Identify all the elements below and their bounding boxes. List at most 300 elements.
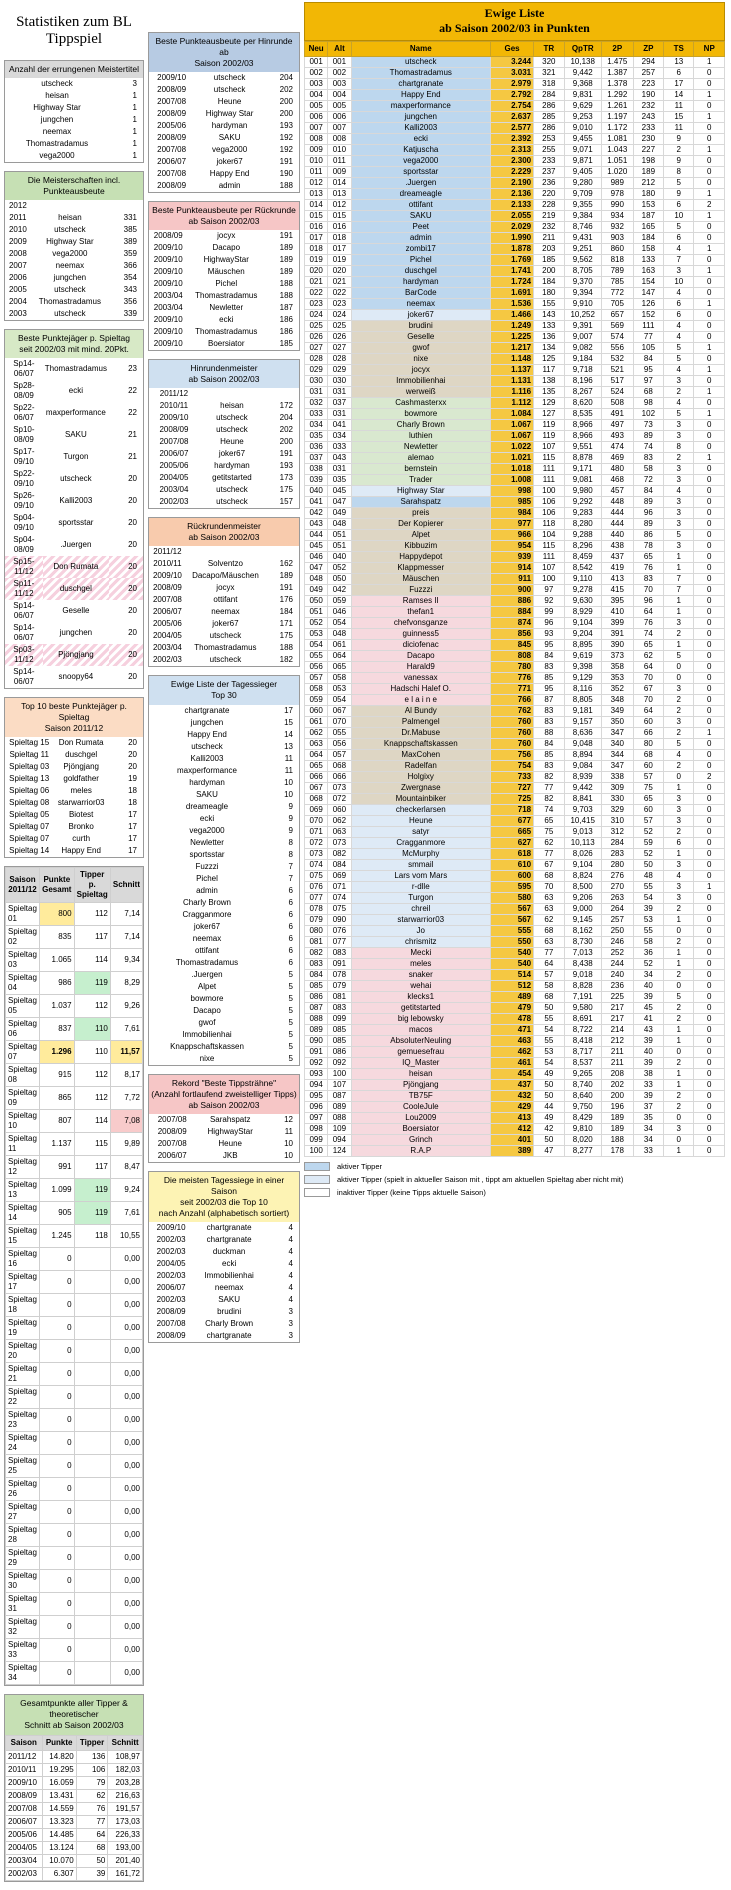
column-header: Punkte (42, 1735, 76, 1750)
np-value: 0 (694, 948, 725, 959)
punkte-gesamt: 540 (491, 948, 534, 959)
table-cell: 20 (128, 606, 137, 616)
player-name: luthien (351, 431, 490, 442)
table-row (305, 387, 725, 398)
table-row (6, 1867, 143, 1880)
table-row (6, 1593, 143, 1616)
table-row (149, 801, 299, 813)
box-rueckrundenmeister (148, 517, 300, 667)
table-row (305, 1124, 725, 1135)
zweier-punkte: 903 (601, 233, 633, 244)
qptr-value: 7,013 (564, 948, 601, 959)
table-row (6, 1202, 143, 1225)
table-cell: 339 (123, 309, 137, 319)
table-cell: 204 (279, 413, 293, 423)
table-row (305, 453, 725, 464)
table-cell: Sp17-09/10 (13, 447, 35, 467)
zusatz-punkte: 37 (633, 1102, 663, 1113)
table-cell: Heune (217, 97, 242, 107)
punkte-gesamt: 0 (40, 1363, 74, 1386)
table-row (149, 546, 299, 558)
punkte-gesamt: 462 (491, 1047, 534, 1058)
qptr-value: 10,415 (564, 816, 601, 827)
qptr-value: 8,429 (564, 1113, 601, 1124)
table-cell: 6 (288, 945, 293, 955)
tagessiege: 1 (664, 596, 694, 607)
zweier-punkte: 252 (601, 948, 633, 959)
box-top10 (4, 697, 144, 858)
schnitt: 8,29 (110, 972, 142, 995)
tagessiege: 1 (664, 607, 694, 618)
np-value: 0 (694, 618, 725, 629)
tr-value: 106 (534, 497, 564, 508)
table-cell: 18 (128, 798, 137, 808)
player-name: R.A.P (351, 1146, 490, 1157)
tr-value: 119 (534, 420, 564, 431)
table-cell: 389 (123, 237, 137, 247)
punkte-gesamt: 489 (491, 992, 534, 1003)
tipper-pro-spieltag (74, 1317, 110, 1340)
tagessiege: 6 (664, 68, 694, 79)
rank-alt: 124 (328, 1146, 351, 1157)
table-row (305, 277, 725, 288)
punkte-gesamt: 886 (491, 596, 534, 607)
table-cell: 186 (279, 327, 293, 337)
table-row (6, 1179, 143, 1202)
zusatz-punkte: 77 (633, 332, 663, 343)
rank-neu: 047 (305, 563, 328, 574)
zusatz-punkte: 98 (633, 398, 663, 409)
table-row (6, 1133, 143, 1156)
table-row (149, 1150, 299, 1162)
table-cell: Immobilienhai (204, 1270, 254, 1280)
schnitt: 8,47 (110, 1156, 142, 1179)
table-cell: 18 (128, 786, 137, 796)
table-cell: 14.820 (42, 1750, 76, 1763)
zweier-punkte: 444 (601, 519, 633, 530)
zweier-punkte: 212 (601, 1036, 633, 1047)
tagessiege: 7 (664, 585, 694, 596)
tr-value: 85 (534, 673, 564, 684)
box-saison1112 (4, 866, 144, 1686)
np-value: 0 (694, 486, 725, 497)
zusatz-punkte: 64 (633, 607, 663, 618)
table-cell: 5 (288, 1029, 293, 1039)
rank-alt: 031 (328, 464, 351, 475)
punkte-gesamt: 555 (491, 926, 534, 937)
rank-neu: 011 (305, 167, 328, 178)
zweier-punkte: 200 (601, 1091, 633, 1102)
rank-neu: 034 (305, 420, 328, 431)
table-row (305, 178, 725, 189)
table-row (149, 570, 299, 582)
zusatz-punkte: 102 (633, 409, 663, 420)
table-row (6, 1828, 143, 1841)
table-row (305, 244, 725, 255)
column-header: Saison (6, 1735, 43, 1750)
table-cell: 2004/05 (159, 473, 189, 483)
rank-neu: 069 (305, 805, 328, 816)
tagessiege: 5 (664, 739, 694, 750)
rank-alt: 006 (328, 112, 351, 123)
zusatz-punkte: 36 (633, 948, 663, 959)
table-cell: Sp04-09/10 (13, 513, 35, 533)
zusatz-punkte: 180 (633, 189, 663, 200)
tr-value: 92 (534, 596, 564, 607)
tagessiege: 1 (664, 1025, 694, 1036)
tipper-pro-spieltag: 114 (74, 949, 110, 972)
tipper-pro-spieltag (74, 1501, 110, 1524)
table-row (149, 338, 299, 350)
player-name: Immobilienhai (351, 376, 490, 387)
table-cell: HighwayStar (207, 1126, 253, 1136)
table-row (5, 260, 143, 272)
punkte-gesamt: 884 (491, 607, 534, 618)
table-row (5, 773, 143, 785)
table-cell: Heune (220, 437, 244, 447)
tagessiege: 3 (664, 519, 694, 530)
zusatz-punkte: 78 (633, 541, 663, 552)
player-name: Radelfan (351, 761, 490, 772)
tr-value: 96 (534, 618, 564, 629)
table-cell: 6 (288, 885, 293, 895)
column-header: Tipper p. Spieltag (74, 868, 110, 903)
np-value: 0 (694, 310, 725, 321)
rank-neu: 068 (305, 794, 328, 805)
table-cell: 4 (288, 1246, 293, 1256)
table-row (149, 909, 299, 921)
tagessiege: 2 (664, 937, 694, 948)
tr-value: 58 (534, 981, 564, 992)
table-row (305, 222, 725, 233)
rank-alt: 087 (328, 1091, 351, 1102)
punkte-gesamt: 837 (40, 1018, 74, 1041)
rank-alt: 042 (328, 585, 351, 596)
np-value: 0 (694, 992, 725, 1003)
zusatz-punkte: 70 (633, 585, 663, 596)
spieltag-label: Spieltag 27 (6, 1501, 40, 1524)
zweier-punkte: 419 (601, 563, 633, 574)
column-header-ges: Ges (491, 42, 534, 57)
np-value: 0 (694, 893, 725, 904)
table-row (6, 1386, 143, 1409)
table-cell: Pjöngjang (43, 644, 109, 666)
rank-alt: 035 (328, 475, 351, 486)
column-header-np: NP (694, 42, 725, 57)
table-row (305, 1069, 725, 1080)
punkte-gesamt: 984 (491, 508, 534, 519)
rank-neu: 100 (305, 1146, 328, 1157)
zweier-punkte: 444 (601, 508, 633, 519)
table-cell: Immobilienhai (182, 1029, 232, 1039)
rank-neu: 075 (305, 871, 328, 882)
punkte-gesamt: 1.878 (491, 244, 534, 255)
player-name: vanessax (351, 673, 490, 684)
zusatz-punkte: 52 (633, 959, 663, 970)
table-row (305, 398, 725, 409)
tagessiege: 3 (664, 882, 694, 893)
zusatz-punkte: 147 (633, 288, 663, 299)
rank-neu: 029 (305, 365, 328, 376)
tr-value: 67 (534, 860, 564, 871)
np-value: 0 (694, 838, 725, 849)
punkte-gesamt: 0 (40, 1478, 74, 1501)
tr-value: 253 (534, 134, 564, 145)
table-cell: 1 (132, 127, 137, 137)
player-name: sportsstar (351, 167, 490, 178)
table-cell: Sp22-09/10 (13, 469, 35, 489)
tr-value: 62 (534, 838, 564, 849)
tagessiege: 6 (664, 310, 694, 321)
rank-alt: 089 (328, 1102, 351, 1113)
table-row (305, 717, 725, 728)
qptr-value: 9,355 (564, 200, 601, 211)
table-row (6, 926, 143, 949)
zweier-punkte: 225 (601, 992, 633, 1003)
table-cell: ecki (199, 813, 215, 823)
np-value: 0 (694, 497, 725, 508)
np-value: 0 (694, 640, 725, 651)
punkte-gesamt: 2.577 (491, 123, 534, 134)
table-cell: 186 (279, 315, 293, 325)
table-cell: utscheck (54, 285, 86, 295)
table-cell: Heune (218, 1138, 242, 1148)
player-name: chreil (351, 904, 490, 915)
rank-alt: 011 (328, 156, 351, 167)
tr-value: 236 (534, 178, 564, 189)
qptr-value: 8,740 (564, 1080, 601, 1091)
table-cell: 2006/07 (157, 1150, 187, 1160)
table-row (305, 596, 725, 607)
rank-alt: 028 (328, 354, 351, 365)
table-cell: 188 (279, 291, 293, 301)
table-row (149, 558, 299, 570)
table-cell: 20 (128, 496, 137, 506)
np-value: 2 (694, 200, 725, 211)
table-row (305, 101, 725, 112)
qptr-value: 9,551 (564, 442, 601, 453)
table-cell: chartgranate (206, 1234, 252, 1244)
rank-neu: 050 (305, 596, 328, 607)
qptr-value: 8,196 (564, 376, 601, 387)
zweier-punkte: 344 (601, 750, 633, 761)
qptr-value: 9,251 (564, 244, 601, 255)
table-row (149, 84, 299, 96)
rank-neu: 081 (305, 937, 328, 948)
tagessieger-table (149, 705, 299, 1065)
rank-alt: 048 (328, 629, 351, 640)
rank-alt: 005 (328, 101, 351, 112)
table-row (149, 945, 299, 957)
table-cell: 191 (279, 231, 293, 241)
rank-neu: 007 (305, 123, 328, 134)
table-cell: 2009/10 (153, 267, 183, 277)
table-cell: 188 (279, 181, 293, 191)
table-cell: 2009/10 (153, 279, 183, 289)
table-row (305, 90, 725, 101)
table-cell: 21 (128, 430, 137, 440)
table-row (305, 1102, 725, 1113)
table-cell: 6 (288, 957, 293, 967)
qptr-value: 8,691 (564, 1014, 601, 1025)
np-value: 0 (694, 662, 725, 673)
table-cell: 2009/10 (153, 255, 183, 265)
schnitt: 0,00 (110, 1478, 142, 1501)
player-name: admin (351, 233, 490, 244)
table-cell: SAKU (196, 789, 218, 799)
zweier-punkte: 352 (601, 684, 633, 695)
schnitt: 7,14 (110, 926, 142, 949)
table-cell: 79 (76, 1776, 108, 1789)
qptr-value: 8,636 (564, 728, 601, 739)
tr-value: 57 (534, 970, 564, 981)
table-row (149, 630, 299, 642)
punkte-gesamt: 2.313 (491, 145, 534, 156)
table-cell: Charly Brown (182, 897, 231, 907)
punkte-gesamt: 0 (40, 1501, 74, 1524)
rank-neu: 022 (305, 288, 328, 299)
zweier-punkte: 789 (601, 266, 633, 277)
zusatz-punkte: 68 (633, 750, 663, 761)
rank-neu: 057 (305, 673, 328, 684)
zweier-punkte: 250 (601, 926, 633, 937)
table-cell: ottifant (194, 945, 219, 955)
qptr-value: 9,910 (564, 299, 601, 310)
np-value: 1 (694, 57, 725, 68)
box-rueckrunde-header: Beste Punkteausbeute per Rückrunde ab Saison 2002/03 (149, 202, 299, 230)
punkte-gesamt: 1.112 (491, 398, 534, 409)
table-row (305, 288, 725, 299)
table-cell: joker67 (193, 921, 221, 931)
table-cell: 20 (128, 518, 137, 528)
player-name: wehai (351, 981, 490, 992)
player-name: Heune (351, 816, 490, 827)
table-row (5, 556, 143, 578)
tagessiege: 2 (664, 695, 694, 706)
zusatz-punkte: 60 (633, 805, 663, 816)
np-value: 0 (694, 1014, 725, 1025)
table-cell: Spieltag 13 (9, 774, 50, 784)
table-cell: 106 (76, 1763, 108, 1776)
table-row (305, 134, 725, 145)
tagessiege: 4 (664, 244, 694, 255)
punkte-gesamt: 1.037 (40, 995, 74, 1018)
punkte-gesamt: 954 (491, 541, 534, 552)
np-value: 0 (694, 596, 725, 607)
tipper-pro-spieltag (74, 1248, 110, 1271)
table-row (149, 1330, 299, 1342)
ewige-liste-table (304, 41, 725, 1157)
zweier-punkte: 257 (601, 915, 633, 926)
np-value: 1 (694, 90, 725, 101)
tr-value: 54 (534, 1025, 564, 1036)
spieltag-label: Spieltag 16 (6, 1248, 40, 1271)
spieltag-label: Spieltag 29 (6, 1547, 40, 1570)
table-row (305, 629, 725, 640)
table-cell: HighwayStar (203, 255, 249, 265)
punkte-gesamt: 2.392 (491, 134, 534, 145)
np-value: 0 (694, 123, 725, 134)
tagessiege: 3 (664, 717, 694, 728)
rank-alt: 002 (328, 68, 351, 79)
spieltagjaeger-table (5, 358, 143, 688)
tagessiege: 1 (664, 563, 694, 574)
qptr-value: 7,191 (564, 992, 601, 1003)
rank-alt: 056 (328, 739, 351, 750)
punkte-gesamt: 771 (491, 684, 534, 695)
table-row (305, 486, 725, 497)
table-cell: 2009/10 (159, 413, 189, 423)
zusatz-punkte: 111 (633, 321, 663, 332)
legend-label: aktiver Tipper (337, 1162, 383, 1171)
tipper-pro-spieltag: 112 (74, 1064, 110, 1087)
qptr-value: 8,116 (564, 684, 601, 695)
punkte-gesamt: 1.137 (491, 365, 534, 376)
punkte-gesamt: 1.137 (40, 1133, 74, 1156)
rank-alt: 021 (328, 277, 351, 288)
table-cell: Happy End (61, 846, 101, 856)
rank-neu: 001 (305, 57, 328, 68)
qptr-value: 8,895 (564, 640, 601, 651)
zweier-punkte: 240 (601, 970, 633, 981)
table-row (5, 468, 143, 490)
table-cell: 2007/08 (157, 97, 187, 107)
tagessiege: 1 (664, 1069, 694, 1080)
table-row (149, 897, 299, 909)
spieltag-label: Spieltag 17 (6, 1271, 40, 1294)
tr-value: 82 (534, 772, 564, 783)
player-name: bernstein (351, 464, 490, 475)
table-cell: 16.059 (42, 1776, 76, 1789)
zweier-punkte: 440 (601, 530, 633, 541)
tr-value: 107 (534, 563, 564, 574)
table-row (305, 497, 725, 508)
table-cell: 3 (288, 1330, 293, 1340)
zweier-punkte: 340 (601, 739, 633, 750)
table-row (6, 1018, 143, 1041)
rank-neu: 048 (305, 574, 328, 585)
table-cell: 6 (288, 909, 293, 919)
rank-alt: 067 (328, 706, 351, 717)
legend-swatch-inaktiv (304, 1188, 330, 1197)
table-cell: Thomastradamus (195, 327, 258, 337)
zusatz-punkte: 39 (633, 992, 663, 1003)
gesamtpunkte-table (5, 1735, 143, 1881)
spieltag-label: Spieltag 04 (6, 972, 40, 995)
tr-value: 138 (534, 376, 564, 387)
player-name: BarCode (351, 288, 490, 299)
rank-alt: 041 (328, 420, 351, 431)
table-cell: Biotest (68, 810, 94, 820)
schnitt: 0,00 (110, 1432, 142, 1455)
tr-value: 284 (534, 90, 564, 101)
zusatz-punkte: 89 (633, 519, 663, 530)
rank-neu: 086 (305, 992, 328, 1003)
np-value: 0 (694, 508, 725, 519)
tr-value: 125 (534, 354, 564, 365)
punkte-gesamt: 1.249 (491, 321, 534, 332)
qptr-value: 9,184 (564, 354, 601, 365)
table-cell: starwarrior03 (57, 798, 105, 808)
punkte-gesamt: 389 (491, 1146, 534, 1157)
table-row (149, 96, 299, 108)
zusatz-punkte: 187 (633, 211, 663, 222)
box-rekord-header: Rekord "Beste Tippsträhne" (Anzahl fortlaufend zweistelliger Tipps) ab Saison 2002/03 (149, 1075, 299, 1114)
table-row (305, 167, 725, 178)
qptr-value: 8,280 (564, 519, 601, 530)
table-cell: ecki (222, 1258, 237, 1268)
table-cell: Sp15-11/12 (5, 556, 43, 578)
